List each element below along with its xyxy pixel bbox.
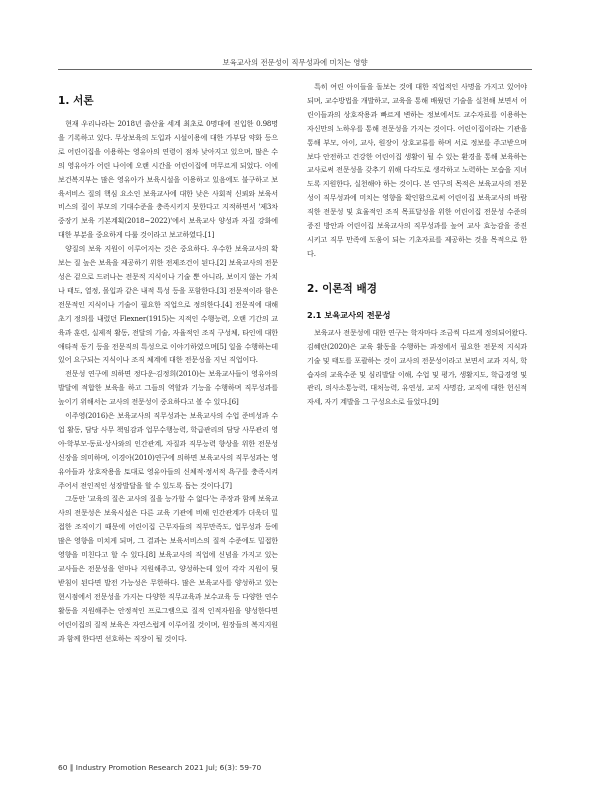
section-title-intro: 1. 서론 <box>58 95 94 107</box>
intro-paragraph-5-start: 그동안 '교육의 질은 교사의 질을 능가할 수 없다'는 주장과 함께 보육교사의 전문성은 보육시설은 다른 교육 기관에 비해 인간관계가 더욱더 밀접한 조직이기 때문에 어린이집 근무자들의 직무만족도, 업무성과 등에 많은 영향을 미치게 되며, 그 결과는 보육서비스의 질적 수준에도 밀접한 영향을 미친다고 할 수 있다.[8] 보육교사의 직업에 신념을 가지고 있는 교사들은 전문성을 얻마나 지원해주고, 양성하는데 있어 각각 지원이 뒷받침이 된다면 발전 가능성은 무한하다. 많은 보육교사를 양성하고 있는 현시점에서 전문성을 가지는 다양한 직무교육과 보수교육 등 다양한 연수활동을 지원해주는 안정적인 프로그램으로 질적 인적자원을 양성한다면 어린이집의 질적 보육은 자연스럽게 이루어질 것이며, 원장들의 복지지원과 함께 한다면 선호하는 직장이 될 것이다. <box>58 494 278 643</box>
intro-paragraph-3: 전문성 연구에 의하면 정다운·김정희(2010)는 보육교사들이 영유아의 발달에 적합한 보육을 하고 그들의 역할과 기능을 수행하며 직무성과를 높이기 위해서는 교사의 전문성이 중요하다고 볼 수 있다.[6] <box>58 369 278 407</box>
intro-paragraph-4: 이주영(2016)은 보육교사의 직무성과는 보육교사의 수업 준비성과 수업 활동, 담당 사무 책임감과 업무수행능력, 학급관리의 담당 사무관리 영아·학부모·동료·상사와의 인간관계, 자질과 직무능력 향상을 위한 전문성 신장을 의미하며, 이경아(2010)연구에 의하면 보육교사의 직무성과는 영유아들과 상호작용을 토대로 영유아들의 신체적·정서적 욕구를 충족시켜주어서 전인적인 성장발달을 할 수 있도록 돕는 것이다.[7] <box>58 411 278 490</box>
left-column <box>58 80 278 643</box>
running-title: 보육교사의 전문성이 직무성과에 미치는 영향 <box>222 58 368 67</box>
page-footer: 60 ∥ Industry Promotion Research 2021 Jul; 6(3): 59-70 <box>58 763 262 772</box>
background-paragraph-1: 보육교사 전문성에 대한 연구는 학자마다 조금씩 다르게 정의되어왔다. 김혜란(2020)은 교육 활동을 수행하는 과정에서 필요한 전문적 지식과 기술 및 태도를 포괄하는 것이 교사의 전문성이라고 보면서 교과 지식, 학습자의 교육수준 및 심리발달 이해, 수업 및 평가, 생활지도, 학급경영 및 관리, 의사소통능력, 대처능력, 유연성, 교직 사명감, 교직에 대한 헌신적 자세, 자기 계발을 그 구성요소로 들었다.[9] <box>307 327 527 407</box>
header-divider <box>58 69 532 70</box>
subsection-title-teacher-expertise: 2.1 보육교사의 전문성 <box>307 309 391 320</box>
intro-paragraph-6: 특히 여린 아이들을 돌보는 것에 대한 직업적인 사명을 가지고 있어야 되며, 교수방법을 개발하고, 교육을 통해 배웠던 기술을 실천해 보면서 어린이들과의 상호작용과 빠르게 변하는 정보에서도 교수자료를 이용하는 자신만의 노하우를 통해 전문성을 가지는 것이다. 어린이집이라는 기관을 통해 부모, 아이, 교사, 원장이 상호교류를 하며 서로 정보를 주고받으며 보다 안전하고 건강한 어린이집 생활이 될 수 있는 환경을 통해 보육하는 교사로써 전문성을 갖추기 위해 다각도로 생각하고 노력하는 모습을 지녀도록 지원한다, 실천해야 하는 것이다. 본 연구의 목적은 보육교사의 전문성이 직무성과에 미치는 영향을 확인함으로써 어린이집 보육교사의 바람직한 전문성 및 효율적인 조직 목표달성을 위한 어린이집 전문성 수준의 증진 방안과 어린이집 보육교사의 직무성과를 높여 교사 효능감을 증진 시키고 직무 만족에 도움이 되는 기초자료를 제공하는 것을 목적으로 한다. <box>307 82 527 258</box>
intro-paragraph-2: 양질의 보육 지원이 이루어지는 것은 중요하다. 우수한 보육교사의 확보는 질 높은 보육을 제공하기 위한 전제조건이 된다.[2] 보육교사의 전문성은 겉으로 드러나는 전문적 지식이나 기술 뿐 아니라, 보이지 않는 가치나 태도, 열정, 몰입과 같은 내적 특성 등을 포함한다.[3] 전문적이라 함은 전문적인 지식이나 기술이 필요한 직업으로 정의한다.[4] 전문직에 대해 초기 정의를 내렸던 Flexner(1915)는 지적인 수행능력, 오랜 기간의 교육과 훈련, 실제적 활동, 전달의 기술, 자율적인 조직 구성체, 타인에 대한 애타적 동기 등을 전문직의 특성으로 이야기하였으며[5] 일을 수행하는데 있어 요구되는 지식이나 조직 체계에 대한 전문성을 지닌 직업이다. <box>58 244 278 365</box>
section-title-background: 2. 이론적 배경 <box>307 282 377 295</box>
right-column <box>307 80 527 409</box>
intro-paragraph-1: 현재 우리나라는 2018년 출산율 세계 최초로 0명대에 진입한 0.98명을 기록하고 있다. 무상보육의 도입과 시설이용에 대한 가부담 약화 등으로 어린이집을 이용하는 영유아의 연령이 점차 낮아지고 있으며, 많은 수의 영유아가 어린 나이에 오랜 시간을 어린이집에 머무르게 되었다. 이에 보건복지부는 많은 영유아가 보육시설을 이용하고 있음에도 불구하고 보육서비스 질의 핵심 요소인 보육교사에 대한 낮은 사회적 신뢰와 보육서비스의 질이 부모의 기대수준을 충족시키지 못한다고 지적하면서 '제3차 중장기 보육 기본계획(2018~2022)'에서 보육교사 양성과 자질 강화에 대한 부분을 중요하게 다룰 것이라고 보고하였다.[1] <box>58 119 278 240</box>
